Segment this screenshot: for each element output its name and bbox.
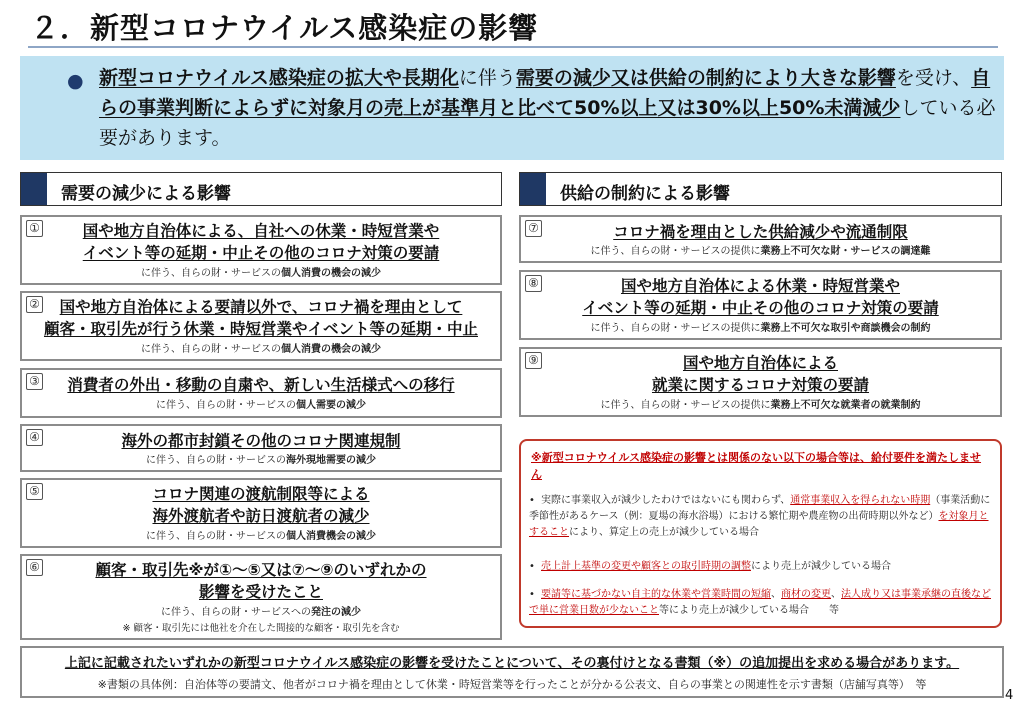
bullet-icon: •	[529, 561, 535, 572]
supply-heading: 供給の制約による影響	[560, 184, 730, 204]
item-title-line1: コロナ関連の渡航制限等による	[152, 485, 370, 503]
item-title-line2: 就業に関するコロナ対策の要請	[651, 376, 869, 394]
item-subtext	[22, 267, 500, 280]
supply-section-header	[519, 172, 1002, 206]
bullet-icon: •	[529, 589, 535, 600]
lead-text-4: を受け、	[895, 67, 972, 89]
note-emphasis: 通常事業収入を得られない時期	[790, 495, 931, 506]
item-title-line1: 海外の都市封鎖その他のコロナ関連規制	[121, 432, 401, 450]
item-title-line1: 国や地方自治体による、自社への休業・時短営業や	[82, 222, 440, 240]
demand-item-3	[20, 368, 502, 418]
note-emphasis: 法人成り又は事業承継の直後などで単に営業日数が少ないこと	[529, 589, 991, 616]
item-title-line1: 国や地方自治体による	[682, 354, 838, 372]
note-text: 実際に事業収入が減少したわけではないにも関わらず、	[541, 495, 791, 506]
page-title: ２．新型コロナウイルス感染症の影響	[30, 11, 539, 45]
lead-text-2: に伴う	[458, 67, 516, 89]
item-sub-bold: 個人消費の機会の減少	[281, 268, 381, 279]
bottom-notice-text: 上記に記載されたいずれかの新型コロナウイルス感染症の影響を受けたことについて、その裏付けとなる書類（※）の追加提出を求める場合があります。	[64, 656, 960, 671]
title-divider	[28, 46, 998, 48]
item-title-line2: イベント等の延期・中止その他のコロナ対策の要請	[582, 299, 939, 317]
note-text: により売上が減少している場合	[751, 561, 891, 572]
supply-item-8	[519, 270, 1002, 340]
note-emphasis: 商材の変更	[781, 589, 831, 600]
lead-emphasis-3: 自らの事業判断によらずに対象月の売上が基準月と比べて50%以上又は30%以上50%未満減少	[99, 67, 991, 119]
item-sub-plain: に伴う、自らの財・サービスの	[141, 344, 281, 355]
header-accent-bar	[21, 173, 47, 205]
demand-item-2	[20, 291, 502, 361]
item-number-badge: ④	[26, 429, 43, 446]
item-sub-bold: 発注の減少	[311, 607, 361, 618]
item-sub-bold: 業務上不可欠な財・サービスの調達難	[760, 246, 931, 257]
item-sub-plain: に伴う、自らの財・サービスの	[141, 268, 281, 279]
item-number-badge: ⑥	[26, 559, 43, 576]
item-title-line1: 顧客・取引先※が①～⑤又は⑦～⑨のいずれかの	[95, 561, 427, 579]
item-number-badge: ③	[26, 373, 43, 390]
item-sub-plain: に伴う、自らの財・サービスの提供に	[590, 246, 761, 257]
demand-item-6	[20, 554, 502, 640]
item-sub-plain: に伴う、自らの財・サービスの	[146, 455, 286, 466]
item-subtext	[22, 343, 500, 356]
item-sub-plain: に伴う、自らの財・サービスの	[146, 531, 286, 542]
item-sub-plain: に伴う、自らの財・サービスへの	[161, 607, 311, 618]
note-text: 、	[831, 589, 841, 600]
item-title-line1: コロナ禍を理由とした供給減少や流通制限	[613, 223, 908, 241]
lead-emphasis-2: 需要の減少又は供給の制約により大きな影響	[515, 67, 896, 89]
item-title-line1: 国や地方自治体による休業・時短営業や	[620, 277, 900, 295]
item-sub-bold: 海外現地需要の減少	[286, 455, 376, 466]
item-subtext	[22, 530, 500, 543]
demand-heading: 需要の減少による影響	[61, 184, 231, 204]
item-subtext	[521, 245, 1000, 258]
item-sub-plain: に伴う、自らの財・サービスの提供に	[600, 400, 771, 411]
item-title-line2: イベント等の延期・中止その他のコロナ対策の要請	[82, 244, 440, 262]
lead-text-6: している必要があります。	[99, 97, 996, 149]
demand-item-4	[20, 424, 502, 472]
item-number-badge: ⑤	[26, 483, 43, 500]
note-text: （事業活動に季節性があるケース（例：夏場の海水浴場）における繁忙期や農産物の出荷時期以外など）	[529, 495, 991, 522]
item-sub-bold: 業務上不可欠な取引や商談機会の制約	[760, 323, 931, 334]
item-sub-plain: に伴う、自らの財・サービスの提供に	[590, 323, 761, 334]
bullet-icon: •	[529, 495, 535, 506]
supply-item-7	[519, 215, 1002, 263]
item-title-line2: 影響を受けたこと	[198, 583, 323, 601]
bottom-notice-example: ※書類の具体例：自治体等の要請文、他者がコロナ禍を理由として休業・時短営業等を行ったことが分かる公表文、自らの事業との関連性を示す書類（店舗写真等） 等	[97, 678, 927, 691]
item-sub-bold: 個人消費機会の減少	[286, 531, 376, 542]
note-text: により、算定上の売上が減少している場合	[569, 527, 759, 538]
item-footnote: ※ 顧客・取引先には他社を介在した間接的な顧客・取引先を含む	[122, 623, 400, 634]
lead-text	[99, 63, 999, 153]
item-subtext	[22, 399, 500, 412]
page-number: 4	[1005, 688, 1014, 703]
note-emphasis: を対象月とすること	[529, 511, 989, 538]
note-text: 等により売上が減少している場合 等	[659, 605, 839, 616]
item-title-line1: 消費者の外出・移動の自粛や、新しい生活様式への移行	[67, 376, 455, 394]
note-emphasis: 要請等に基づかない自主的な休業や営業時間の短縮	[541, 589, 771, 600]
item-number-badge: ②	[26, 296, 43, 313]
item-sub-bold: 業務上不可欠な就業者の就業制約	[770, 400, 921, 411]
note-item-2	[529, 559, 997, 575]
item-number-badge: ⑦	[525, 220, 542, 237]
item-subtext	[22, 454, 500, 467]
item-sub-plain: に伴う、自らの財・サービスの	[156, 400, 296, 411]
bullet-icon: ●	[67, 70, 84, 92]
demand-item-1	[20, 215, 502, 285]
lead-banner	[20, 56, 1004, 160]
item-number-badge: ⑨	[525, 352, 542, 369]
note-text: 、	[771, 589, 781, 600]
item-subtext	[22, 606, 500, 619]
demand-item-5	[20, 478, 502, 548]
exclusion-note-box	[519, 439, 1002, 628]
item-subtext	[521, 322, 1000, 335]
bottom-notice-box	[20, 646, 1004, 698]
item-title-line2: 顧客・取引先が行う休業・時短営業やイベント等の延期・中止	[43, 320, 478, 338]
note-heading: ※新型コロナウイルス感染症の影響とは関係のない以下の場合等は、給付要件を満たしません	[531, 451, 982, 481]
lead-emphasis-1: 新型コロナウイルス感染症の拡大や長期化	[99, 67, 459, 89]
item-sub-bold: 個人需要の減少	[296, 400, 366, 411]
note-item-1	[529, 493, 997, 541]
supply-item-9	[519, 347, 1002, 417]
item-subtext	[521, 399, 1000, 412]
item-number-badge: ①	[26, 220, 43, 237]
item-title-line2: 海外渡航者や訪日渡航者の減少	[152, 507, 370, 525]
note-emphasis: 売上計上基準の変更や顧客との取引時期の調整	[541, 561, 751, 572]
item-title-line1: 国や地方自治体による要請以外で、コロナ禍を理由として	[59, 298, 463, 316]
note-item-3	[529, 587, 997, 619]
header-accent-bar	[520, 173, 546, 205]
item-sub-bold: 個人消費の機会の減少	[281, 344, 381, 355]
demand-section-header	[20, 172, 502, 206]
item-number-badge: ⑧	[525, 275, 542, 292]
